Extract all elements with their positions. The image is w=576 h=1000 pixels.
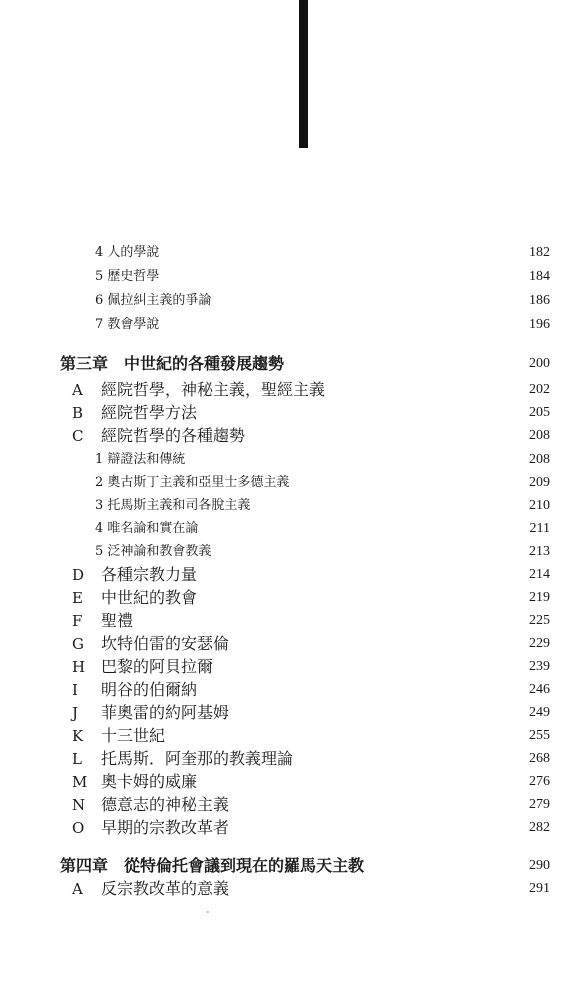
toc-page-number: 200 [529, 356, 550, 371]
toc-section-row [0, 402, 576, 424]
toc-entry-title: 7 教會學說 [95, 317, 160, 332]
toc-section-row [0, 379, 576, 401]
toc-section-letter: H [72, 658, 86, 676]
toc-page-number: 225 [529, 613, 550, 628]
toc-subsection-row [0, 290, 576, 312]
toc-page-number: 211 [529, 521, 550, 536]
toc-entry-title: 中世紀的教會 [101, 588, 198, 607]
toc-section-row [0, 564, 576, 586]
toc-entry-title: 6 佩拉糾主義的爭論 [95, 293, 212, 308]
toc-entry-title: 反宗教改革的意義 [101, 879, 230, 898]
toc-subsection-row [0, 541, 576, 563]
toc-subsection-row [0, 449, 576, 471]
toc-section-row [0, 878, 576, 900]
toc-page-number: 268 [529, 751, 550, 766]
toc-section-row [0, 587, 576, 609]
toc-page-number: 213 [529, 544, 550, 559]
toc-entry-title: 5 泛神論和教會教義 [95, 544, 212, 559]
toc-section-letter: E [72, 589, 83, 607]
toc-entry-title: 早期的宗教改革者 [101, 818, 230, 837]
toc-page-number: 291 [529, 881, 550, 896]
toc-entry-title: 經院哲學方法 [101, 403, 198, 422]
toc-section-letter: C [72, 427, 84, 445]
toc-page-number: 182 [529, 245, 550, 260]
toc-entry-title: 明谷的伯爾納 [101, 680, 198, 699]
toc-section-letter: J [72, 704, 79, 722]
toc-entry-title: 托馬斯．阿奎那的教義理論 [101, 749, 294, 768]
toc-section-letter: A [72, 880, 83, 898]
toc-page-number: 282 [529, 820, 550, 835]
toc-entry-title: 菲奧雷的約阿基姆 [101, 703, 230, 722]
toc-entry-title: 坎特伯雷的安瑟倫 [101, 634, 230, 653]
toc-entry-title: 十三世紀 [101, 726, 166, 745]
toc-section-letter: A [72, 381, 83, 399]
toc-page-number: 209 [529, 475, 550, 490]
toc-page-number: 208 [529, 452, 550, 467]
toc-section-letter: L [72, 750, 82, 768]
toc-page-number: 196 [529, 317, 550, 332]
toc-subsection-row [0, 242, 576, 264]
toc-section-letter: B [72, 404, 84, 422]
toc-section-row [0, 679, 576, 701]
toc-section-letter: O [72, 819, 85, 837]
toc-entry-title: 第四章 從特倫托會議到現在的羅馬天主教 [60, 856, 365, 875]
toc-entry-title: 1 辯證法和傳統 [95, 452, 186, 467]
toc-subsection-row [0, 518, 576, 540]
toc-page-number: 279 [529, 797, 550, 812]
toc-subsection-row [0, 472, 576, 494]
toc-subsection-row [0, 495, 576, 517]
toc-entry-title: 2 奧古斯丁主義和亞里士多德主義 [95, 475, 290, 490]
toc-subsection-row [0, 314, 576, 336]
toc-section-row [0, 702, 576, 724]
scan-speck [206, 911, 209, 913]
toc-entry-title: 經院哲學的各種趨勢 [101, 426, 246, 445]
toc-page-number: 184 [529, 269, 550, 284]
toc-section-row [0, 817, 576, 839]
toc-section-row [0, 725, 576, 747]
toc-page-number: 210 [529, 498, 550, 513]
toc-section-letter: G [72, 635, 84, 653]
toc-entry-title: 經院哲學，神秘主義，聖經主義 [101, 380, 326, 399]
toc-page-number: 249 [529, 705, 550, 720]
toc-page-number: 208 [529, 428, 550, 443]
toc-section-letter: K [72, 727, 84, 745]
toc-entry-title: 第三章 中世紀的各種發展趨勢 [60, 354, 285, 373]
toc-section-letter: D [72, 566, 85, 584]
toc-section-row [0, 771, 576, 793]
toc-subsection-row [0, 266, 576, 288]
toc-section-row [0, 794, 576, 816]
toc-page-number: 255 [529, 728, 550, 743]
toc-entry-title: 各種宗教力量 [101, 565, 198, 584]
toc-entry-title: 3 托馬斯主義和司各脫主義 [95, 498, 251, 513]
toc-section-row [0, 748, 576, 770]
toc-entry-title: 聖禮 [101, 611, 134, 630]
toc-page-number: 219 [529, 590, 550, 605]
toc-page-number: 214 [529, 567, 550, 582]
toc-entry-title: 4 人的學說 [95, 245, 160, 260]
toc-page-number: 229 [529, 636, 550, 651]
toc-section-row [0, 610, 576, 632]
toc-page-number: 205 [529, 405, 550, 420]
toc-section-row [0, 656, 576, 678]
toc-page-number: 276 [529, 774, 550, 789]
toc-page-number: 239 [529, 659, 550, 674]
toc-chapter-row [0, 855, 576, 877]
toc-page-number: 186 [529, 293, 550, 308]
toc-section-letter: N [72, 796, 86, 814]
toc-entry-title: 5 歷史哲學 [95, 269, 160, 284]
toc-entry-title: 奧卡姆的威廉 [101, 772, 198, 791]
toc-page-number: 290 [529, 858, 550, 873]
toc-section-row [0, 425, 576, 447]
toc-section-letter: F [72, 612, 83, 630]
toc-section-letter: M [72, 773, 88, 791]
toc-chapter-row [0, 353, 576, 375]
toc-entry-title: 4 唯名論和實在論 [95, 521, 199, 536]
toc-entry-title: 巴黎的阿貝拉爾 [101, 657, 214, 676]
toc-page-number: 202 [529, 382, 550, 397]
toc-section-row [0, 633, 576, 655]
toc-entry-title: 德意志的神秘主義 [101, 795, 230, 814]
toc-page-number: 246 [529, 682, 550, 697]
toc-section-letter: I [72, 681, 78, 699]
